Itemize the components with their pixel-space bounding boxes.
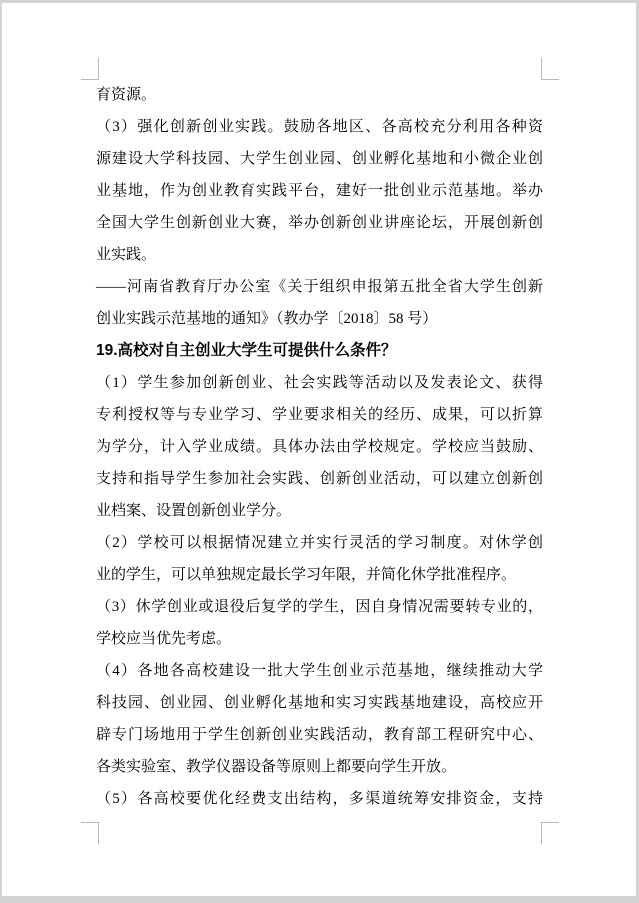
margin-crop-mark-bottom-right-icon (541, 822, 559, 844)
margin-crop-mark-top-left-icon (81, 58, 99, 80)
body-text-line: 辟专门场地用于学生创新创业实践活动，教育部工程研究中心、 (96, 727, 543, 743)
body-text-line: 为学分，计入学业成绩。具体办法由学校规定。学校应当鼓励、 (96, 439, 543, 455)
body-text-line: （3）强化创新创业实践。鼓励各地区、各高校充分利用各种资 (96, 119, 543, 135)
body-text-line: 业的学生，可以单独规定最长学习年限，并简化休学批准程序。 (96, 567, 517, 583)
body-text-line: 业基地，作为创业教育实践平台，建好一批创业示范基地。举办 (96, 183, 543, 199)
citation-line: ——河南省教育厅办公室《关于组织申报第五批全省大学生创新 (96, 279, 543, 295)
body-text-line: 全国大学生创新创业大赛，举办创新创业讲座论坛，开展创新创 (96, 215, 543, 231)
body-text-line: 支持和指导学生参加社会实践、创新创业活动，可以建立创新创 (96, 471, 543, 487)
body-text-line: 源建设大学科技园、大学生创业园、创业孵化基地和小微企业创 (96, 151, 543, 167)
body-text-line: 业实践。 (96, 247, 157, 263)
body-text-line: （5）各高校要优化经费支出结构，多渠道统筹安排资金，支持 (96, 791, 543, 807)
body-text-line: （2）学校可以根据情况建立并实行灵活的学习制度。对休学创 (96, 535, 543, 551)
document-text-area[interactable] (96, 79, 543, 815)
body-text-line: （3）休学创业或退役后复学的学生，因自身情况需要转专业的， (96, 599, 543, 615)
body-text-line: 科技园、创业园、创业孵化基地和实习实践基地建设，高校应开 (96, 695, 543, 711)
body-text-line: 各类实验室、教学仪器设备等原则上都要向学生开放。 (96, 759, 457, 775)
body-text-line: （4）各地各高校建设一批大学生创业示范基地，继续推动大学 (96, 663, 543, 679)
question-19-heading: 19.高校对自主创业大学生可提供什么条件？ (96, 342, 397, 359)
body-text-line: （1）学生参加创新创业、社会实践等活动以及发表论文、获得 (96, 375, 543, 391)
body-text-line: 业档案、设置创新创业学分。 (96, 503, 292, 519)
margin-crop-mark-bottom-left-icon (81, 822, 99, 844)
document-page[interactable] (2, 3, 636, 896)
body-text-line: 育资源。 (96, 87, 157, 103)
body-text-line: 学校应当优先考虑。 (96, 631, 232, 647)
body-text-line: 专利授权等与专业学习、学业要求相关的经历、成果，可以折算 (96, 407, 543, 423)
citation-line: 创业实践示范基地的通知》（教办学〔2018〕58 号） (96, 311, 438, 327)
margin-crop-mark-top-right-icon (541, 58, 559, 80)
